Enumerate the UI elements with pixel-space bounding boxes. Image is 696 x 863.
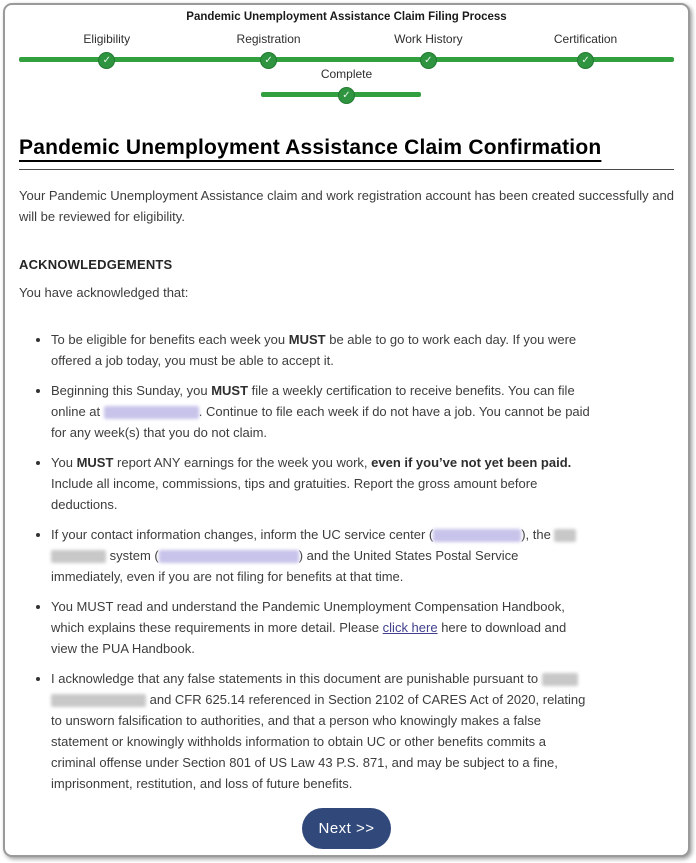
bullet-text: ), the bbox=[521, 527, 555, 542]
click-here-link[interactable]: click here bbox=[382, 620, 438, 635]
redacted-text bbox=[51, 694, 146, 707]
check-icon: ✓ bbox=[342, 89, 351, 101]
bullet-text: . Continue to file each week if do not have a job. You cannot be paid for any week(s) that you do not claim. bbox=[51, 404, 590, 440]
redacted-text bbox=[159, 550, 299, 563]
bullet-text: If your contact information changes, inform the UC service center ( bbox=[51, 527, 434, 542]
step-label: Complete bbox=[320, 67, 373, 81]
acknowledgement-list bbox=[19, 329, 594, 794]
bullet-text: system ( bbox=[106, 548, 159, 563]
check-icon: ✓ bbox=[102, 54, 111, 66]
step-status-dot bbox=[98, 52, 115, 69]
bullet-text: Include all income, commissions, tips and gratuities. Report the gross amount before deductions. bbox=[51, 476, 538, 512]
step-status-dot bbox=[260, 52, 277, 69]
bullet-text: report ANY earnings for the week you work, bbox=[113, 455, 372, 470]
step-label: Registration bbox=[236, 32, 301, 46]
emphasized-text: MUST bbox=[288, 332, 326, 347]
bullet-text: You bbox=[51, 455, 77, 470]
bullet-text: here to download and view the PUA Handbook. bbox=[51, 620, 567, 656]
acknowledgement-item bbox=[51, 380, 594, 443]
redacted-text bbox=[104, 406, 199, 419]
progress-stepper bbox=[19, 32, 674, 106]
bullet-text: ) and the United States Postal Service immediately, even if you are not filing for benefits at that time. bbox=[51, 548, 519, 584]
emphasized-text: MUST bbox=[76, 455, 114, 470]
page-title: Pandemic Unemployment Assistance Claim Confirmation bbox=[19, 136, 674, 170]
bullet-text: Beginning this Sunday, you bbox=[51, 383, 212, 398]
intro-text: Your Pandemic Unemployment Assistance claim and work registration account has been created successfully and will be reviewed for eligibility. bbox=[19, 188, 674, 224]
step-work-history bbox=[373, 32, 483, 69]
bullet-text: file a weekly certification to receive benefits. You can file online at bbox=[51, 383, 575, 419]
bullet-text: You MUST read and understand the Pandemic Unemployment Compensation Handbook, which explains these requirements in more detail. Please bbox=[51, 599, 565, 635]
step-label: Work History bbox=[394, 32, 463, 46]
bullet-text: I acknowledge that any false statements in this document are punishable pursuant to bbox=[51, 671, 542, 686]
button-row bbox=[19, 808, 674, 849]
emphasized-text: MUST bbox=[211, 383, 249, 398]
acknowledgement-item bbox=[51, 452, 594, 515]
redacted-text bbox=[433, 529, 521, 542]
acknowledgement-item bbox=[51, 668, 594, 794]
bullet-text: be able to go to work each day. If you were offered a job today, you must be able to accept it. bbox=[51, 332, 577, 368]
bullet-text: To be eligible for benefits each week you bbox=[51, 332, 289, 347]
step-certification bbox=[531, 32, 641, 69]
page-container bbox=[3, 3, 690, 857]
acknowledgement-item bbox=[51, 524, 594, 587]
acknowledgements-heading: ACKNOWLEDGEMENTS bbox=[19, 257, 173, 272]
step-label: Certification bbox=[553, 32, 618, 46]
check-icon: ✓ bbox=[424, 54, 433, 66]
check-icon: ✓ bbox=[264, 54, 273, 66]
step-status-dot bbox=[420, 52, 437, 69]
step-registration bbox=[214, 32, 324, 69]
next-button[interactable]: Next >> bbox=[302, 808, 390, 849]
acknowledgement-item bbox=[51, 596, 594, 659]
redacted-text bbox=[542, 673, 578, 686]
acknowledgements-intro: You have acknowledged that: bbox=[19, 285, 189, 300]
step-eligibility bbox=[52, 32, 162, 69]
process-title: Pandemic Unemployment Assistance Claim Filing Process bbox=[186, 11, 507, 23]
step-label: Eligibility bbox=[83, 32, 131, 46]
acknowledgement-item bbox=[51, 329, 594, 371]
emphasized-text: even if you’ve not yet been paid. bbox=[371, 455, 572, 470]
step-complete bbox=[292, 67, 402, 104]
bullet-text: and CFR 625.14 referenced in Section 2102 of CARES Act of 2020, relating to unsworn falsification to authorities, and that a person who knowingly makes a false statement or knowingly withholds information to obtain UC or other benefits commits a criminal offense under Section 801 of US Law 43 P.S. 871, and may be subject to a fine, imprisonment, restitution, and loss of future benefits. bbox=[51, 692, 586, 791]
redacted-text bbox=[51, 550, 106, 563]
step-status-dot bbox=[338, 87, 355, 104]
redacted-text bbox=[554, 529, 576, 542]
step-status-dot bbox=[577, 52, 594, 69]
check-icon: ✓ bbox=[581, 54, 590, 66]
